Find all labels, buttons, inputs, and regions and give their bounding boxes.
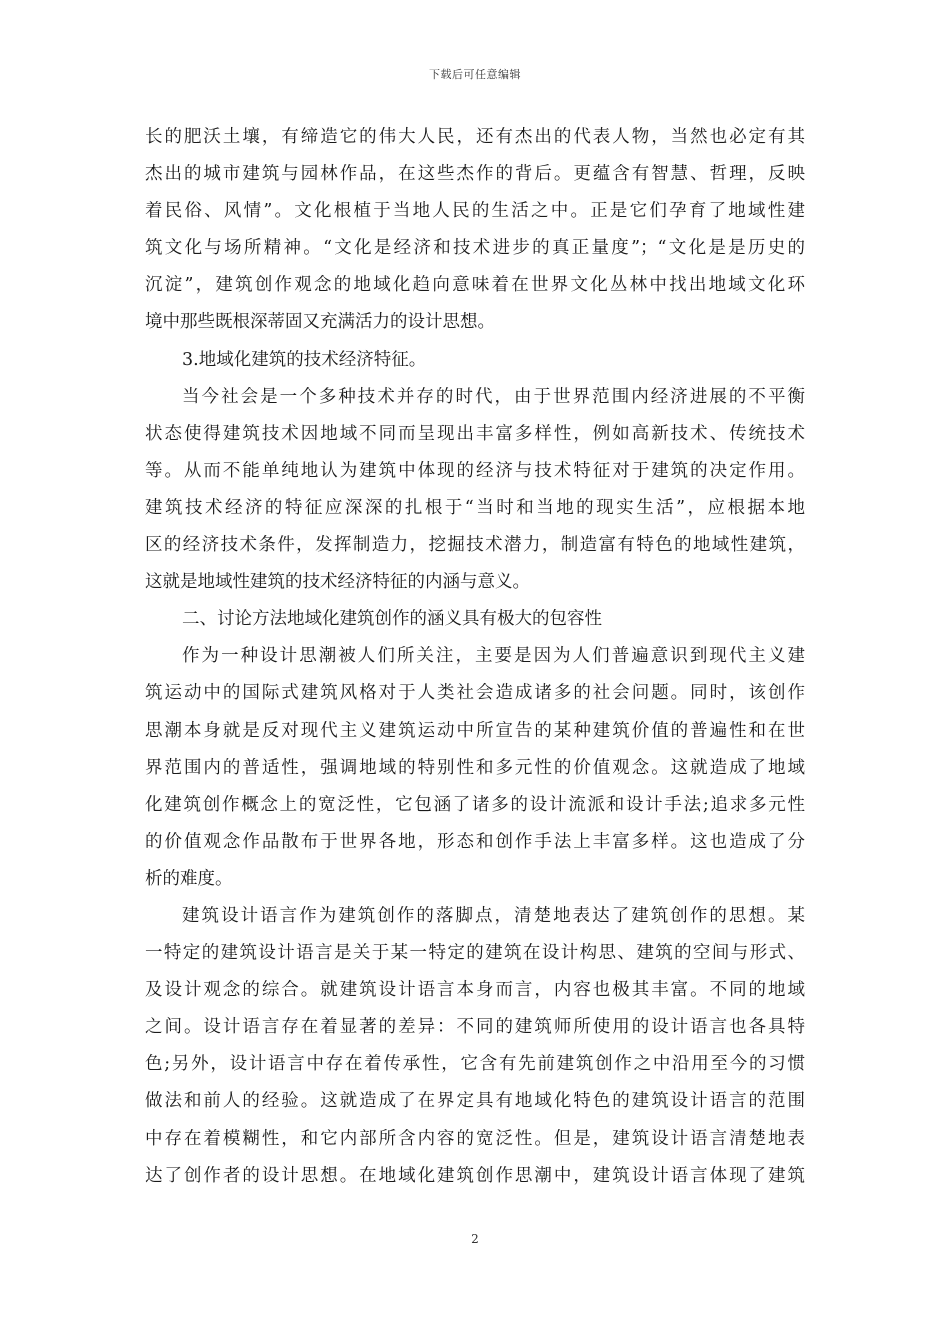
text-line: 之间。设计语言存在着显著的差异：不同的建筑师所使用的设计语言也各具特 (145, 1017, 805, 1038)
text-line: 着民俗、风情”。文化根植于当地人民的生活之中。正是它们孕育了地域性建 (145, 201, 805, 222)
text-line: 思潮本身就是反对现代主义建筑运动中所宣告的某种建筑价值的普遍性和在世 (145, 720, 805, 741)
text-line: 的价值观念作品散布于世界各地，形态和创作手法上丰富多样。这也造成了分 (145, 831, 805, 852)
text-line: 建筑技术经济的特征应深深的扎根于“当时和当地的现实生活”，应根据本地 (145, 497, 805, 518)
text-line: 长的肥沃土壤，有缔造它的伟大人民，还有杰出的代表人物，当然也必定有其 (145, 127, 805, 147)
text-line: 境中那些既根深蒂固又充满活力的设计思想。 (145, 312, 495, 333)
text-line: 一特定的建筑设计语言是关于某一特定的建筑在设计构思、建筑的空间与形式、 (145, 943, 805, 964)
text-line: 3.地域化建筑的技术经济特征。 (182, 349, 427, 370)
text-line: 化建筑创作概念上的宽泛性，它包涵了诸多的设计流派和设计手法;追求多元性 (145, 794, 805, 815)
text-line: 达了创作者的设计思想。在地域化建筑创作思潮中，建筑设计语言体现了建筑 (145, 1165, 805, 1186)
page-header: 下载后可任意编辑 (429, 68, 521, 81)
document-body (145, 119, 805, 1195)
text-line: 色;另外，设计语言中存在着传承性，它含有先前建筑创作之中沿用至今的习惯 (145, 1054, 805, 1075)
text-line: 筑文化与场所精神。“文化是经济和技术进步的真正量度”；“文化是是历史的 (145, 238, 805, 259)
page-number: 2 (471, 1232, 479, 1246)
text-line: 状态使得建筑技术因地域不同而呈现出丰富多样性，例如高新技术、传统技术 (145, 423, 805, 444)
text-line: 这就是地域性建筑的技术经济特征的内涵与意义。 (145, 572, 530, 593)
text-line: 筑运动中的国际式建筑风格对于人类社会造成诸多的社会问题。同时，该创作 (145, 683, 805, 704)
text-line: 当今社会是一个多种技术并存的时代，由于世界范围内经济进展的不平衡 (182, 386, 805, 407)
text-line: 及设计观念的综合。就建筑设计语言本身而言，内容也极其丰富。不同的地域 (145, 980, 805, 1001)
text-line: 沉淀”，建筑创作观念的地域化趋向意味着在世界文化丛林中找出地域文化环 (145, 275, 805, 296)
text-line: 等。从而不能单纯地认为建筑中体现的经济与技术特征对于建筑的决定作用。 (145, 460, 805, 481)
text-line: 做法和前人的经验。这就造成了在界定具有地域化特色的建筑设计语言的范围 (145, 1091, 805, 1112)
text-line: 区的经济技术条件，发挥制造力，挖掘技术潜力，制造富有特色的地域性建筑， (145, 535, 805, 556)
text-line: 建筑设计语言作为建筑创作的落脚点，清楚地表达了建筑创作的思想。某 (182, 905, 805, 926)
text-line: 界范围内的普适性，强调地域的特别性和多元性的价值观念。这就造成了地域 (145, 757, 805, 778)
text-line: 析的难度。 (145, 868, 233, 889)
text-line: 作为一种设计思潮被人们所关注，主要是因为人们普遍意识到现代主义建 (182, 646, 805, 667)
text-line: 二、讨论方法地域化建筑创作的涵义具有极大的包容性 (182, 609, 602, 630)
text-line: 中存在着模糊性，和它内部所含内容的宽泛性。但是，建筑设计语言清楚地表 (145, 1128, 805, 1149)
text-line: 杰出的城市建筑与园林作品，在这些杰作的背后。更蕴含有智慧、哲理，反映 (145, 164, 805, 185)
